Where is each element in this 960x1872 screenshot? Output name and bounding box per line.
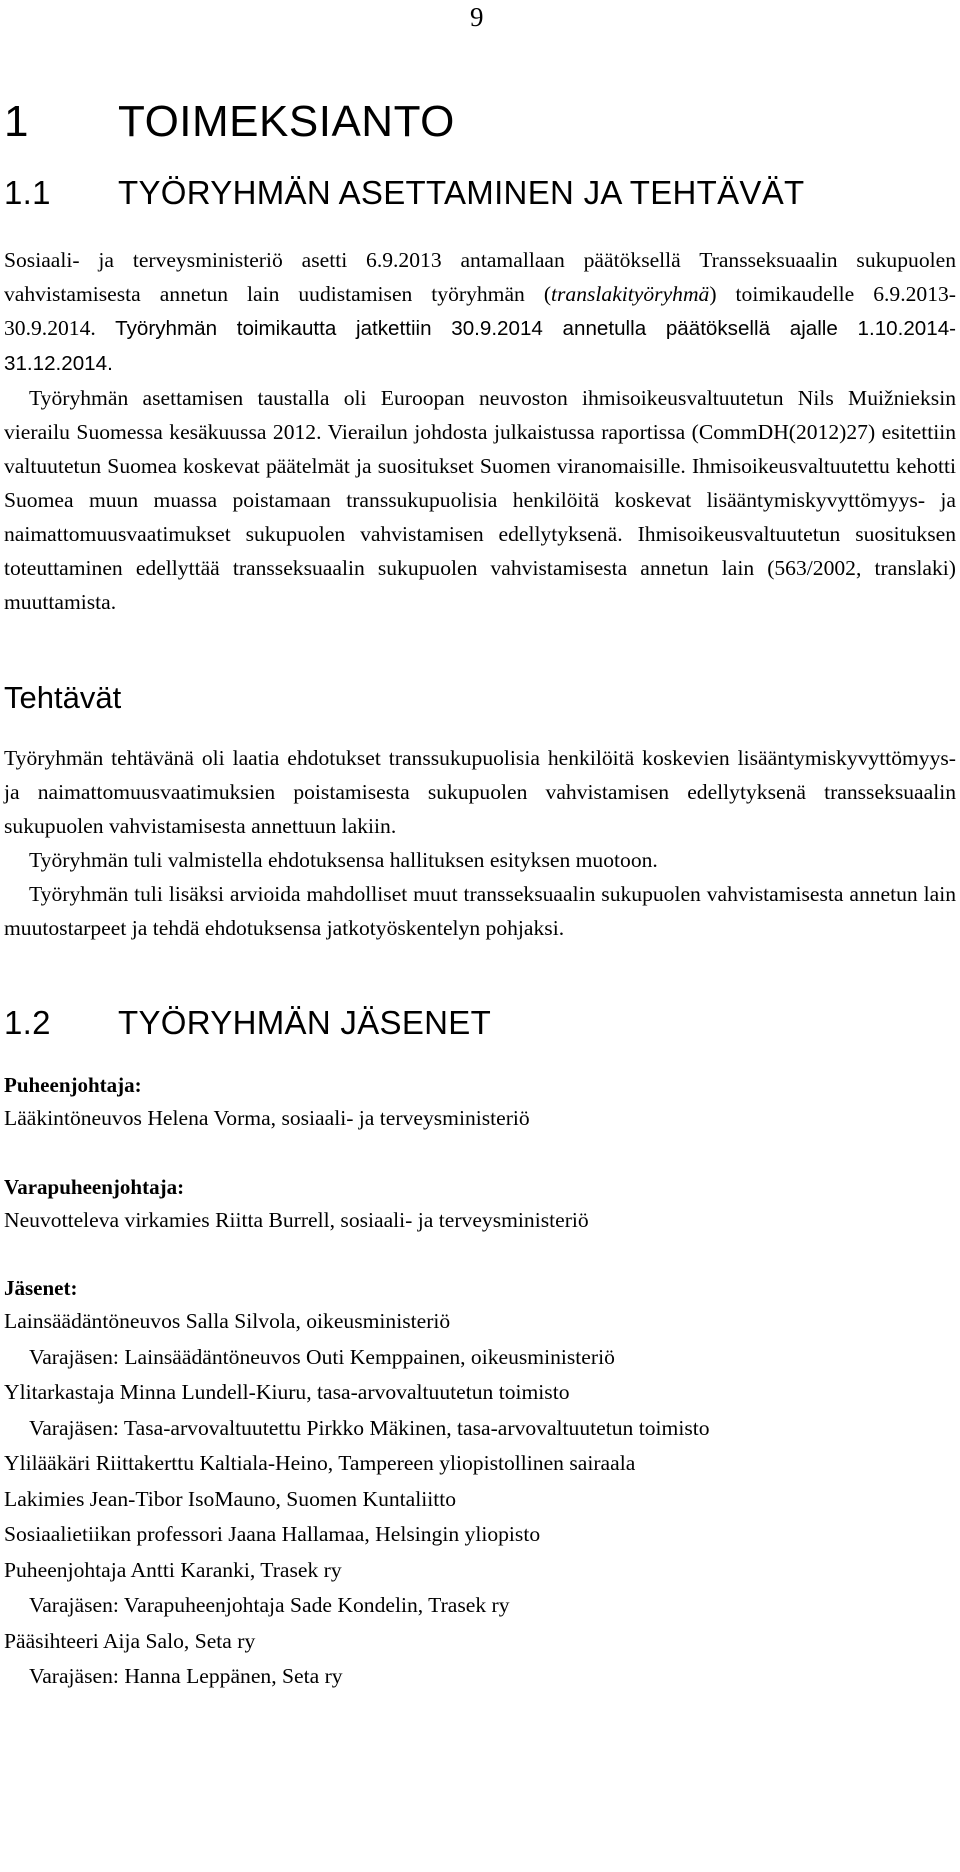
tasks-heading: Tehtävät bbox=[4, 680, 122, 715]
section-heading-1-1 bbox=[4, 173, 956, 213]
tasks-paragraph-3: Työryhmän tuli lisäksi arvioida mahdolliset muut transseksuaalin sukupuolen vahvistamisesta annetun lain muutostarpeet ja tehdä ehdotuksensa jatkotyöskentelyn pohjaksi. bbox=[4, 882, 956, 940]
intro-paragraph-1 bbox=[4, 243, 956, 381]
section-title: TYÖRYHMÄN JÄSENET bbox=[118, 1004, 492, 1041]
deputy-member-item: Varajäsen: Lainsäädäntöneuvos Outi Kemppainen, oikeusministeriö bbox=[29, 1344, 615, 1369]
member-item: Lakimies Jean-Tibor IsoMauno, Suomen Kuntaliitto bbox=[4, 1486, 457, 1511]
deputy-member-item: Varajäsen: Hanna Leppänen, Seta ry bbox=[29, 1664, 343, 1688]
member-item: Pääsihteeri Aija Salo, Seta ry bbox=[4, 1628, 256, 1653]
vice-chair-name: Neuvotteleva virkamies Riitta Burrell, sosiaali- ja terveysministeriö bbox=[4, 1207, 589, 1232]
intro-text-a: Sosiaali- ja terveysministeriö asetti 6.9.2013 antamallaan päätöksellä Transseksuaalin sukupuolen vahvistamisesta annetun lain uudistamisen työryhmän ( bbox=[4, 248, 956, 306]
vice-chair-group bbox=[4, 1171, 956, 1239]
section-number: 1.1 bbox=[4, 174, 51, 211]
members-group bbox=[4, 1272, 956, 1695]
deputy-member-item: Varajäsen: Tasa-arvovaltuutettu Pirkko Mäkinen, tasa-arvovaltuutetun toimisto bbox=[29, 1415, 710, 1440]
intro-text-b: ) toimikaudelle 6.9.2013- 30.9.2014. bbox=[4, 282, 956, 340]
chair-label: Puheenjohtaja: bbox=[4, 1073, 142, 1097]
intro-italic-term: translakityöryhmä bbox=[551, 282, 710, 306]
chair-group bbox=[4, 1069, 956, 1137]
page-number: 9 bbox=[470, 2, 484, 32]
vice-chair-label: Varapuheenjohtaja: bbox=[4, 1174, 185, 1199]
member-item: Lainsäädäntöneuvos Salla Silvola, oikeusministeriö bbox=[4, 1309, 451, 1333]
chapter-number: 1 bbox=[4, 97, 29, 146]
section-heading-1-2 bbox=[4, 1003, 956, 1043]
chapter-title: TOIMEKSIANTO bbox=[118, 97, 455, 146]
section-title: TYÖRYHMÄN ASETTAMINEN JA TEHTÄVÄT bbox=[118, 174, 805, 211]
document-body bbox=[0, 95, 960, 1695]
member-item: Ylilääkäri Riittakerttu Kaltiala-Heino, Tampereen yliopistollinen sairaala bbox=[4, 1451, 636, 1475]
member-item: Sosiaalietiikan professori Jaana Hallamaa, Helsingin yliopisto bbox=[4, 1522, 541, 1546]
members-label: Jäsenet: bbox=[4, 1276, 78, 1300]
tasks-paragraph-2: Työryhmän tuli valmistella ehdotuksensa hallituksen esityksen muotoon. bbox=[29, 848, 658, 872]
member-item: Ylitarkastaja Minna Lundell-Kiuru, tasa-arvovaltuutetun toimisto bbox=[4, 1380, 570, 1404]
chair-name: Lääkintöneuvos Helena Vorma, sosiaali- ja terveysministeriö bbox=[4, 1106, 530, 1130]
members-section bbox=[4, 1069, 956, 1695]
intro-paragraph-2: Työryhmän asettamisen taustalla oli Euroopan neuvoston ihmisoikeusvaltuutetun Nils Muižnieksin vierailu Suomessa kesäkuussa 2012. Vierailun johdosta julkaistussa raportissa (CommDH(2012)27) esitettiin valtuutetun Suomea koskevat päätelmät ja suositukset Suomen viranomaisille. Ihmisoikeusvaltuutettu kehotti Suomea muun muassa poistamaan transsukupuolisia henkilöitä koskevat lisääntymiskyvyttömyys- ja naimattomuusvaatimukset sukupuolen vahvistamisen edellytyksenä. Ihmisoikeusvaltuutetun suosituksen toteuttaminen edellyttää transseksuaalin sukupuolen vahvistamisesta annetun lain (563/2002, translaki) muuttamista. bbox=[4, 386, 956, 614]
section-number: 1.2 bbox=[4, 1004, 51, 1041]
member-item: Puheenjohtaja Antti Karanki, Trasek ry bbox=[4, 1557, 342, 1582]
chapter-heading bbox=[4, 95, 956, 149]
intro-text-c: Työryhmän toimikautta jatkettiin 30.9.2014 annetulla päätöksellä ajalle 1.10.2014- 31.12.2014. bbox=[4, 317, 956, 375]
deputy-member-item: Varajäsen: Varapuheenjohtaja Sade Kondelin, Trasek ry bbox=[29, 1593, 510, 1617]
tasks-paragraph-1: Työryhmän tehtävänä oli laatia ehdotukset transsukupuolisia henkilöitä koskevien lisääntymiskyvyttömyys- ja naimattomuusvaatimuksien poistamisesta sukupuolen vahvistamisen edellytyksenä transseksuaalin sukupuolen vahvistamisesta annettuun lakiin. bbox=[4, 746, 956, 838]
